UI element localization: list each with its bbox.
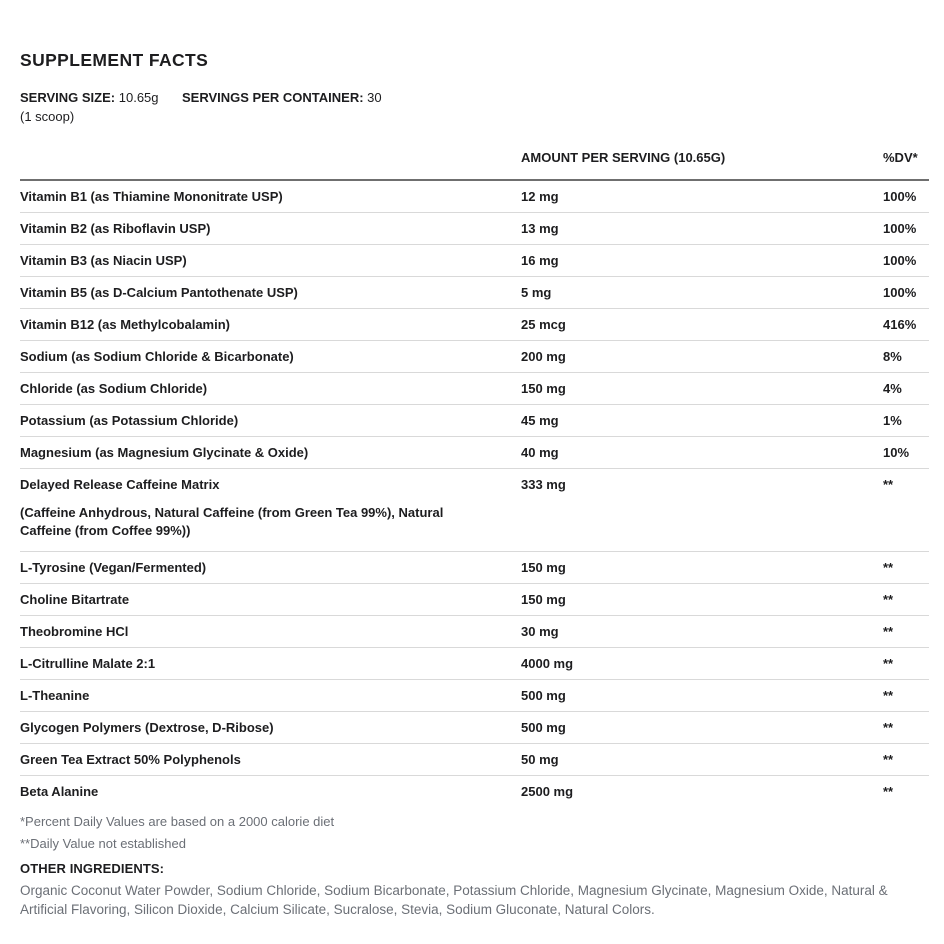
serving-size — [20, 88, 172, 126]
ingredient-name: Choline Bitartrate — [20, 592, 130, 607]
table-row — [20, 309, 929, 341]
table-header-row — [20, 150, 929, 181]
ingredient-dv: ** — [883, 784, 894, 799]
table-row — [20, 712, 929, 744]
ingredient-dv: 4% — [883, 381, 902, 396]
table-row — [20, 277, 929, 309]
ingredient-dv: 100% — [883, 285, 917, 300]
ingredient-name: Beta Alanine — [20, 784, 99, 799]
ingredient-dv: ** — [883, 477, 894, 492]
facts-table — [20, 150, 929, 807]
ingredient-dv: 100% — [883, 221, 917, 236]
ingredient-dv: ** — [883, 752, 894, 767]
table-row — [20, 552, 929, 584]
servings-per-container — [182, 88, 382, 107]
ingredient-amount: 2500 mg — [521, 784, 574, 799]
ingredient-name: Vitamin B12 (as Methylcobalamin) — [20, 317, 230, 332]
ingredient-amount: 4000 mg — [521, 656, 574, 671]
ingredient-name: Vitamin B1 (as Thiamine Mononitrate USP) — [20, 189, 283, 204]
table-row — [20, 341, 929, 373]
servings-per-container-label: SERVINGS PER CONTAINER: — [182, 90, 364, 105]
other-ingredients-label: OTHER INGREDIENTS: — [20, 861, 165, 876]
ingredient-name: Glycogen Polymers (Dextrose, D-Ribose) — [20, 720, 274, 735]
ingredient-name: Vitamin B2 (as Riboflavin USP) — [20, 221, 211, 236]
ingredient-name: L-Citrulline Malate 2:1 — [20, 656, 156, 671]
table-row — [20, 405, 929, 437]
table-row — [20, 648, 929, 680]
ingredient-dv: ** — [883, 720, 894, 735]
ingredient-name: Chloride (as Sodium Chloride) — [20, 381, 208, 396]
ingredient-dv: ** — [883, 656, 894, 671]
ingredient-amount: 150 mg — [521, 381, 566, 396]
ingredient-dv: 10% — [883, 445, 910, 460]
ingredient-dv: ** — [883, 592, 894, 607]
table-row — [20, 616, 929, 648]
footnote-dv-not-established: **Daily Value not established — [20, 836, 186, 851]
header-amount-per-serving: AMOUNT PER SERVING (10.65G) — [521, 150, 726, 165]
ingredient-dv: 8% — [883, 349, 902, 364]
footnote-daily-values: *Percent Daily Values are based on a 2000 calorie diet — [20, 814, 335, 829]
ingredient-dv: 100% — [883, 253, 917, 268]
ingredient-amount: 40 mg — [521, 445, 559, 460]
table-row — [20, 213, 929, 245]
ingredient-name: Vitamin B5 (as D-Calcium Pantothenate USP) — [20, 285, 298, 300]
serving-info — [20, 88, 929, 126]
table-row — [20, 776, 929, 807]
table-row — [20, 373, 929, 405]
page-title: SUPPLEMENT FACTS — [20, 50, 209, 70]
table-row — [20, 469, 929, 552]
ingredient-amount: 30 mg — [521, 624, 559, 639]
ingredient-name: Theobromine HCl — [20, 624, 129, 639]
table-row — [20, 437, 929, 469]
servings-per-container-value: 30 — [367, 90, 382, 105]
ingredient-amount: 16 mg — [521, 253, 559, 268]
ingredient-dv: 1% — [883, 413, 902, 428]
ingredient-amount: 5 mg — [521, 285, 552, 300]
ingredient-amount: 13 mg — [521, 221, 559, 236]
ingredient-dv: ** — [883, 560, 894, 575]
ingredient-name: Potassium (as Potassium Chloride) — [20, 413, 239, 428]
ingredient-amount: 500 mg — [521, 688, 566, 703]
ingredient-name: Vitamin B3 (as Niacin USP) — [20, 253, 187, 268]
serving-size-label: SERVING SIZE: — [20, 90, 116, 105]
ingredient-amount: 150 mg — [521, 592, 566, 607]
ingredient-dv: 416% — [883, 317, 917, 332]
ingredient-detail: (Caffeine Anhydrous, Natural Caffeine (from Green Tea 99%), Natural Caffeine (from Coffee 99%)) — [20, 505, 444, 538]
ingredient-name: L-Theanine — [20, 688, 90, 703]
ingredient-name: Delayed Release Caffeine Matrix (Caffeine Anhydrous, Natural Caffeine (from Green Tea 99%), Natural Caffeine (from Coffee 99%)) — [20, 477, 521, 543]
ingredient-amount: 200 mg — [521, 349, 566, 364]
table-row — [20, 584, 929, 616]
ingredient-amount: 150 mg — [521, 560, 566, 575]
ingredient-name: Sodium (as Sodium Chloride & Bicarbonate) — [20, 349, 294, 364]
ingredient-amount: 500 mg — [521, 720, 566, 735]
ingredient-dv: 100% — [883, 189, 917, 204]
ingredient-amount: 45 mg — [521, 413, 559, 428]
table-row — [20, 680, 929, 712]
table-row — [20, 744, 929, 776]
ingredient-amount: 12 mg — [521, 189, 559, 204]
ingredient-amount: 50 mg — [521, 752, 559, 767]
ingredient-name: Green Tea Extract 50% Polyphenols — [20, 752, 241, 767]
other-ingredients-text: Organic Coconut Water Powder, Sodium Chloride, Sodium Bicarbonate, Potassium Chloride, Magnesium Glycinate, Magnesium Oxide, Natural & Artificial Flavoring, Silicon Dioxide, Calcium Silicate, Sucralose, Stevia, Sodium Gluconate, Natural Colors. — [20, 883, 888, 917]
facts-table-body — [20, 181, 929, 807]
ingredient-amount: 25 mcg — [521, 317, 566, 332]
header-percent-dv: %DV* — [883, 150, 918, 165]
ingredient-name: L-Tyrosine (Vegan/Fermented) — [20, 560, 207, 575]
table-row — [20, 181, 929, 213]
ingredient-dv: ** — [883, 688, 894, 703]
ingredient-name: Magnesium (as Magnesium Glycinate & Oxide) — [20, 445, 309, 460]
serving-size-value: 10.65g (1 scoop) — [20, 90, 159, 124]
table-row — [20, 245, 929, 277]
ingredient-dv: ** — [883, 624, 894, 639]
ingredient-amount: 333 mg — [521, 477, 566, 492]
